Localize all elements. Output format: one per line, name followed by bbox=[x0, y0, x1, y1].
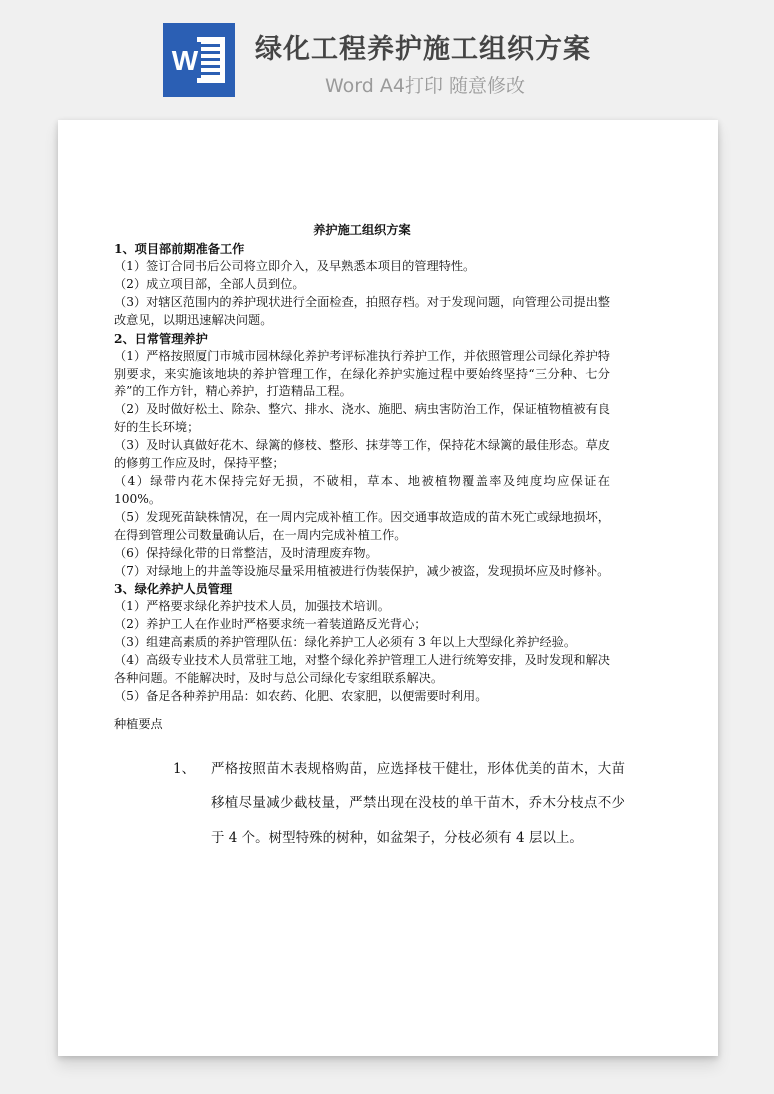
paragraph: （2）及时做好松土、除杂、整穴、排水、浇水、施肥、病虫害防治工作，保证植物植被有良好的生长环境； bbox=[114, 402, 610, 435]
paragraph: （3）对辖区范围内的养护现状进行全面检查，拍照存档。对于发现问题，向管理公司提出整改意见，以期迅速解决问题。 bbox=[114, 294, 610, 327]
paragraph: （2）成立项目部，全部人员到位。 bbox=[114, 276, 305, 291]
section-heading: 2、日常管理养护 bbox=[114, 331, 208, 346]
paragraph: （1）严格按照厦门市城市园林绿化养护考评标准执行养护工作，并依照管理公司绿化养护特别要求，来实施该地块的养护管理工作，在绿化养护实施过程中要始终坚持“三分种、七分养”的工作方针，精心养护，打造精品工程。 bbox=[114, 348, 610, 399]
paragraph: （5）发现死苗缺株情况，在一周内完成补植工作。因交通事故造成的苗木死亡或绿地损坏，在得到管理公司数量确认后，在一周内完成补植工作。 bbox=[114, 509, 610, 542]
page-header bbox=[0, 0, 774, 110]
paragraph: （1）严格要求绿化养护技术人员，加强技术培训。 bbox=[114, 599, 390, 614]
section-heading: 3、绿化养护人员管理 bbox=[114, 582, 233, 597]
paragraph: （4）高级专业技术人员常驻工地，对整个绿化养护管理工人进行统筹安排，及时发现和解决各种问题。不能解决时，及时与总公司绿化专家组联系解决。 bbox=[114, 653, 610, 686]
paragraph: （7）对绿地上的井盖等设施尽量采用植被进行伪装保护，减少被盗，发现损坏应及时修补。 bbox=[114, 563, 610, 578]
word-document-icon bbox=[163, 23, 235, 97]
section-heading: 1、项目部前期准备工作 bbox=[114, 242, 245, 256]
paragraph: （5）备足各种养护用品：如农药、化肥、农家肥，以便需要时利用。 bbox=[114, 688, 488, 703]
document-body bbox=[114, 221, 625, 855]
paragraph: （4）绿带内花木保持完好无损，不破相，草本、地被植物覆盖率及纯度均应保证在 100%。 bbox=[114, 473, 610, 506]
word-icon-letter: W bbox=[171, 45, 199, 76]
section-heading-planting: 种植要点 bbox=[114, 716, 163, 731]
list-number: 1、 bbox=[173, 760, 196, 777]
paragraph: （6）保持绿化带的日常整洁，及时清理废弃物。 bbox=[114, 545, 378, 560]
list-text: 严格按照苗木表规格购苗，应选择枝干健壮，形体优美的苗木，大苗移植尽量减少截枝量，严禁出现在没枝的单干苗木，乔木分枝点不少于 4 个。树型特殊的树种，如盆架子，分枝必须有 4 层以上。 bbox=[211, 760, 625, 846]
list-item bbox=[114, 752, 625, 856]
paragraph: （2）养护工人在作业时严格要求统一着装道路反光背心； bbox=[114, 617, 427, 632]
page-title: 绿化工程养护施工组织方案 bbox=[255, 34, 591, 65]
paragraph: （1）签订合同书后公司将立即介入，及早熟悉本项目的管理特性。 bbox=[114, 259, 476, 273]
paragraph: （3）及时认真做好花木、绿篱的修枝、整形、抹芽等工作，保持花木绿篱的最佳形态。草皮的修剪工作应及时，保持平整； bbox=[114, 438, 610, 471]
page-subtitle: Word A4打印 随意修改 bbox=[325, 75, 526, 97]
paragraph: （3）组建高素质的养护管理队伍：绿化养护工人必须有 3 年以上大型绿化养护经验。 bbox=[114, 635, 577, 650]
document-title: 养护施工组织方案 bbox=[313, 223, 411, 237]
